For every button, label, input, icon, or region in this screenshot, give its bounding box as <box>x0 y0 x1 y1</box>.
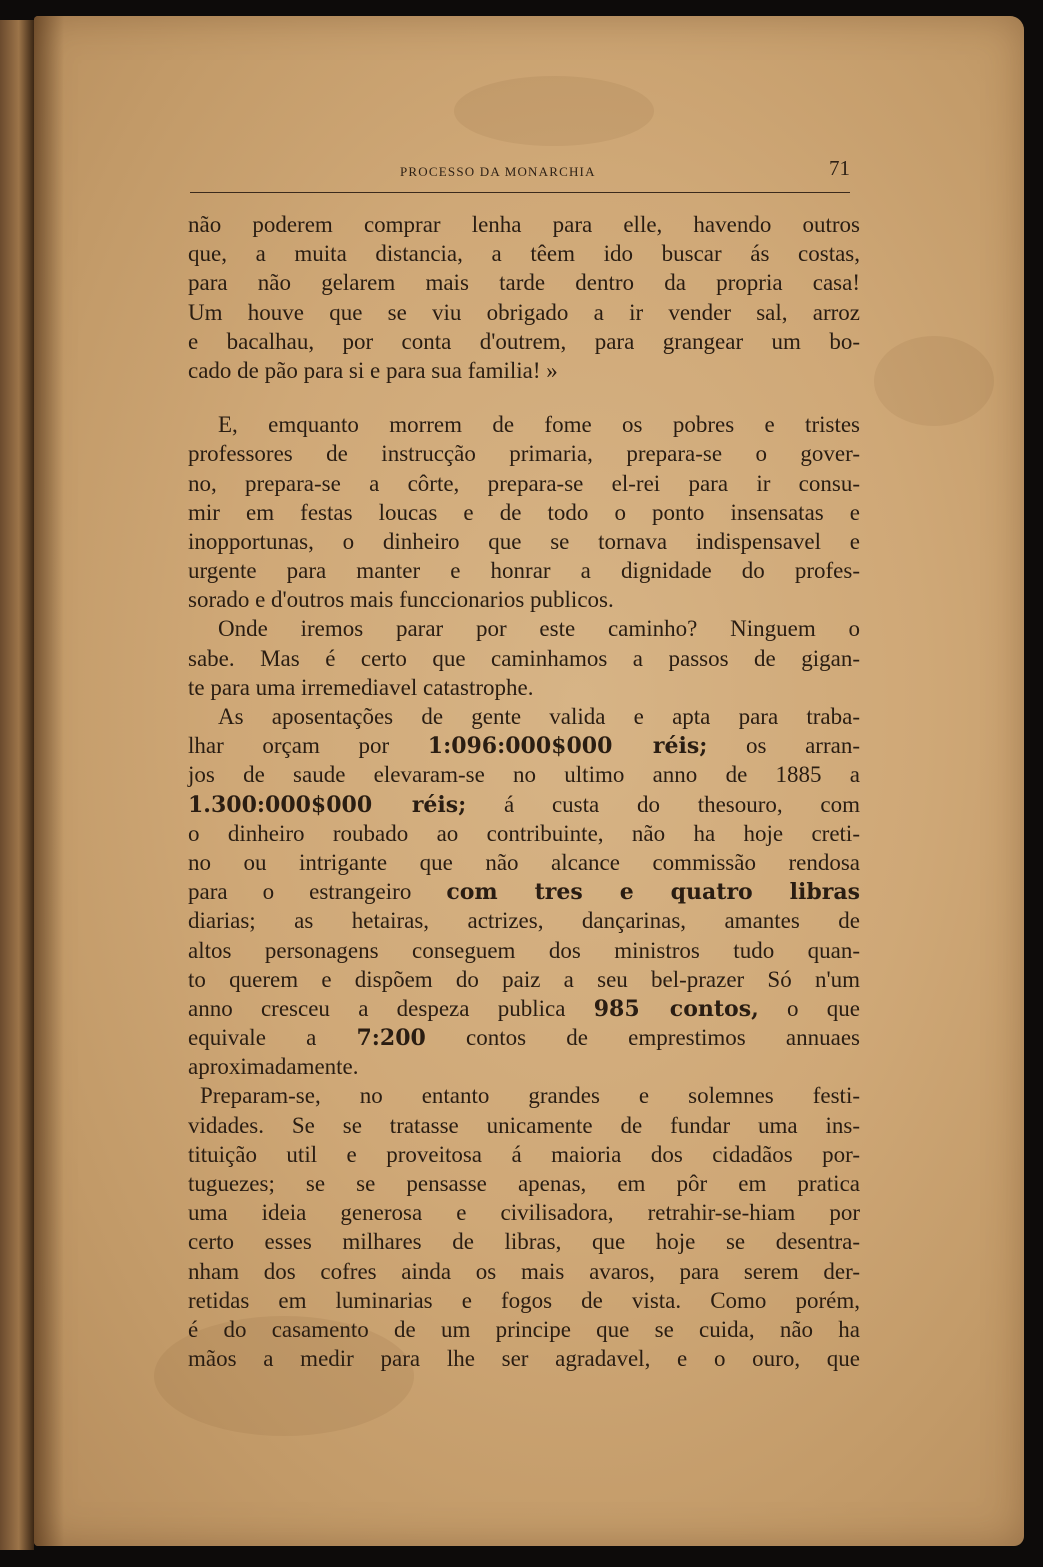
text-line: o dinheiro roubado ao contribuinte, não ha hoje creti- <box>188 820 860 846</box>
text-line <box>188 877 860 906</box>
text-line: certo esses milhares de libras, que hoje se desentra- <box>188 1229 860 1255</box>
text-line: altos personagens conseguem dos ministros tudo quan- <box>188 937 860 963</box>
paragraph-gap <box>188 385 860 410</box>
text-fragment: á custa do thesouro, com <box>466 791 860 817</box>
page-number: 71 <box>829 156 850 180</box>
bold-amount: 1.300:000$000 réis; <box>188 791 467 818</box>
text-line: vidades. Se se tratasse unicamente de fundar uma ins- <box>188 1112 860 1138</box>
bold-amount: 985 contos, <box>593 995 759 1022</box>
text-line: E, emquanto morrem de fome os pobres e tristes <box>218 412 860 438</box>
text-line: mãos a medir para lhe ser agradavel, e o ouro, que <box>188 1346 860 1372</box>
text-line <box>188 1023 860 1052</box>
text-line: tuguezes; se se pensasse apenas, em pôr em pratica <box>188 1171 860 1196</box>
text-line: não poderem comprar lenha para elle, havendo outros <box>188 212 860 237</box>
text-line: é do casamento de um principe que se cuida, não ha <box>188 1316 860 1342</box>
paper-stain <box>874 336 994 426</box>
text-line: Onde iremos parar por este caminho? Ninguem o <box>218 616 860 642</box>
text-line: no, prepara-se a côrte, prepara-se el-rei para ir consu- <box>188 470 860 496</box>
text-line: cado de pão para si e para sua familia! » <box>188 357 558 383</box>
text-line: aproximadamente. <box>188 1054 359 1080</box>
bold-amount: 7:200 <box>356 1025 426 1052</box>
bold-phrase: com tres e quatro libras <box>446 879 860 906</box>
text-line: nham dos cofres ainda os mais avaros, para serem der- <box>188 1258 860 1284</box>
text-fragment: o que <box>758 995 860 1021</box>
running-title: PROCESSO DA MONARCHIA <box>400 164 596 179</box>
text-line: Preparam-se, no entanto grandes e solemnes festi- <box>200 1083 860 1109</box>
text-line: As aposentações de gente valida e apta para traba- <box>218 704 860 729</box>
text-line: to querem e dispõem do paiz a seu bel-prazer Só n'um <box>188 966 860 992</box>
text-fragment: lhar orçam por <box>188 733 428 759</box>
text-line: uma ideia generosa e civilisadora, retrahir-se-hiam por <box>188 1200 860 1226</box>
text-line: para não gelarem mais tarde dentro da propria casa! <box>188 270 860 296</box>
text-line <box>188 994 860 1023</box>
text-line: diarias; as hetairas, actrizes, dançarinas, amantes de <box>188 908 860 934</box>
running-head <box>190 156 850 186</box>
text-line: mir em festas loucas e de todo o ponto insensatas e <box>188 499 860 525</box>
text-line: no ou intrigante que não alcance commissão rendosa <box>188 849 860 875</box>
text-fragment: para o estrangeiro <box>188 879 447 905</box>
text-fragment: os arran- <box>707 733 860 759</box>
text-line: inopportunas, o dinheiro que se tornava indispensavel e <box>188 528 860 554</box>
text-line: sabe. Mas é certo que caminhamos a passos de gigan- <box>188 645 860 671</box>
spine-shadow <box>34 16 64 1546</box>
body-text <box>188 210 860 1373</box>
text-line: retidas em luminarias e fogos de vista. Como porém, <box>188 1287 860 1313</box>
text-line <box>188 790 860 819</box>
bold-amount: 1:096:000$000 réis; <box>427 733 708 760</box>
left-page-edge <box>0 20 34 1550</box>
text-line: e bacalhau, por conta d'outrem, para grangear um bo- <box>188 328 860 354</box>
header-rule <box>190 192 850 193</box>
text-fragment: contos de emprestimos annuaes <box>425 1025 860 1051</box>
text-line: sorado e d'outros mais funccionarios publicos. <box>188 587 614 613</box>
paper-stain <box>454 76 654 146</box>
text-line: que, a muita distancia, a têem ido buscar ás costas, <box>188 241 860 267</box>
text-line: jos de saude elevaram-se no ultimo anno de 1885 a <box>188 762 860 788</box>
text-line: Um houve que se viu obrigado a ir vender sal, arroz <box>188 299 860 325</box>
text-line <box>188 731 860 760</box>
text-line: tituição util e proveitosa á maioria dos cidadãos por- <box>188 1141 860 1167</box>
text-line: te para uma irremediavel catastrophe. <box>188 674 534 700</box>
text-fragment: equivale a <box>188 1025 357 1051</box>
text-fragment: anno cresceu a despeza publica <box>188 995 594 1021</box>
text-line: professores de instrucção primaria, prepara-se o gover- <box>188 441 860 467</box>
text-line: urgente para manter e honrar a dignidade do profes- <box>188 558 860 584</box>
